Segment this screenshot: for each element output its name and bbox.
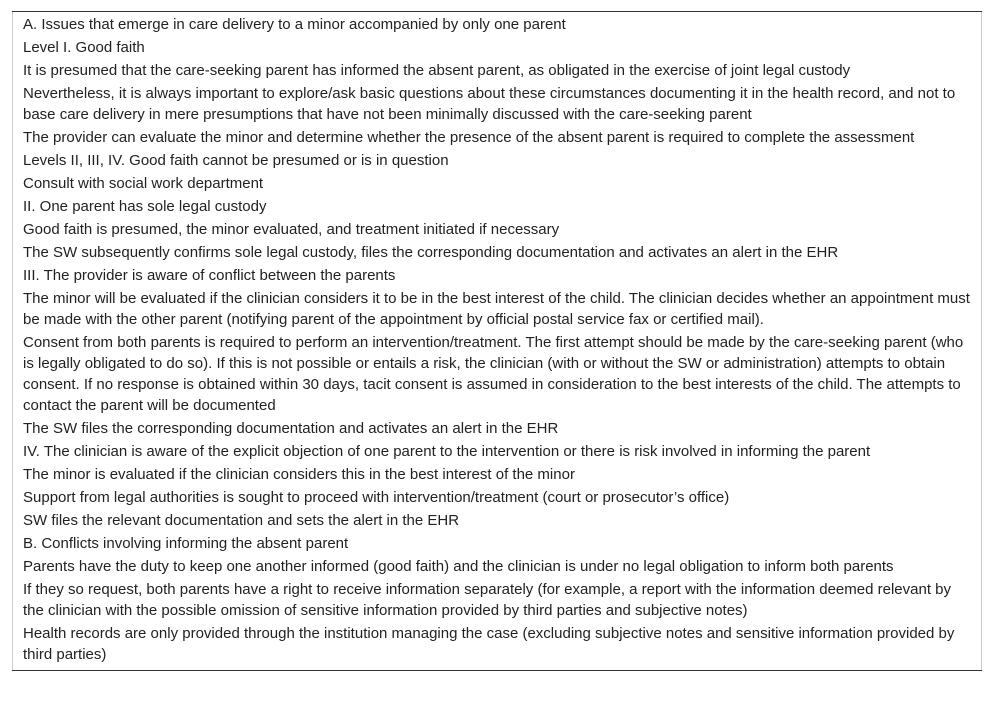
table-row xyxy=(13,265,982,288)
table-cell: SW files the relevant documentation and sets the alert in the EHR xyxy=(13,510,982,533)
table-row xyxy=(13,37,982,60)
table-cell: If they so request, both parents have a right to receive information separately (for example, a report with the information deemed relevant by the clinician with the possible omission of sensitive information provided by third parties and subjective notes) xyxy=(13,579,982,623)
table-row xyxy=(13,464,982,487)
level-heading: III. The provider is aware of conflict between the parents xyxy=(13,265,982,288)
table-row xyxy=(13,83,982,127)
level-heading: Levels II, III, IV. Good faith cannot be presumed or is in question xyxy=(13,150,982,173)
guidance-table-body xyxy=(13,12,982,670)
table-cell: Consult with social work department xyxy=(13,173,982,196)
table-row xyxy=(13,556,982,579)
table-row xyxy=(13,196,982,219)
section-heading-b: B. Conflicts involving informing the absent parent xyxy=(13,533,982,556)
table-cell: Health records are only provided through the institution managing the case (excluding subjective notes and sensitive information provided by third parties) xyxy=(13,623,982,670)
table-cell: The minor will be evaluated if the clinician considers it to be in the best interest of the child. The clinician decides whether an appointment must be made with the other parent (notifying parent of the appointment by official postal service fax or certified mail). xyxy=(13,288,982,332)
table-row xyxy=(13,288,982,332)
section-heading-a: A. Issues that emerge in care delivery to a minor accompanied by only one parent xyxy=(13,12,982,37)
table-row xyxy=(13,579,982,623)
table-row xyxy=(13,127,982,150)
table-cell: Good faith is presumed, the minor evaluated, and treatment initiated if necessary xyxy=(13,219,982,242)
table-cell: The SW subsequently confirms sole legal custody, files the corresponding documentation and activates an alert in the EHR xyxy=(13,242,982,265)
table-cell: The provider can evaluate the minor and determine whether the presence of the absent parent is required to complete the assessment xyxy=(13,127,982,150)
guidance-table-container xyxy=(12,11,982,671)
table-cell: The SW files the corresponding documentation and activates an alert in the EHR xyxy=(13,418,982,441)
table-row xyxy=(13,510,982,533)
table-row xyxy=(13,533,982,556)
table-row xyxy=(13,487,982,510)
table-row xyxy=(13,219,982,242)
level-heading: Level I. Good faith xyxy=(13,37,982,60)
table-cell: Nevertheless, it is always important to explore/ask basic questions about these circumstances documenting it in the health record, and not to base care delivery in mere presumptions that have not been minimally discussed with the care-seeking parent xyxy=(13,83,982,127)
level-heading: II. One parent has sole legal custody xyxy=(13,196,982,219)
table-cell: The minor is evaluated if the clinician considers this in the best interest of the minor xyxy=(13,464,982,487)
table-cell: Support from legal authorities is sought to proceed with intervention/treatment (court or prosecutor’s office) xyxy=(13,487,982,510)
level-heading: IV. The clinician is aware of the explicit objection of one parent to the intervention or there is risk involved in informing the parent xyxy=(13,441,982,464)
table-row xyxy=(13,441,982,464)
table-row xyxy=(13,242,982,265)
table-row xyxy=(13,12,982,37)
table-row xyxy=(13,332,982,418)
table-row xyxy=(13,150,982,173)
table-row xyxy=(13,623,982,670)
table-row xyxy=(13,418,982,441)
table-row xyxy=(13,60,982,83)
table-cell: Consent from both parents is required to perform an intervention/treatment. The first attempt should be made by the care-seeking parent (who is legally obligated to do so). If this is not possible or entails a risk, the clinician (with or without the SW or administration) attempts to obtain consent. If no response is obtained within 30 days, tacit consent is assumed in consideration to the best interests of the child. The attempts to contact the parent will be documented xyxy=(13,332,982,418)
table-cell: Parents have the duty to keep one another informed (good faith) and the clinician is under no legal obligation to inform both parents xyxy=(13,556,982,579)
table-row xyxy=(13,173,982,196)
table-cell: It is presumed that the care-seeking parent has informed the absent parent, as obligated in the exercise of joint legal custody xyxy=(13,60,982,83)
guidance-table xyxy=(12,12,982,670)
